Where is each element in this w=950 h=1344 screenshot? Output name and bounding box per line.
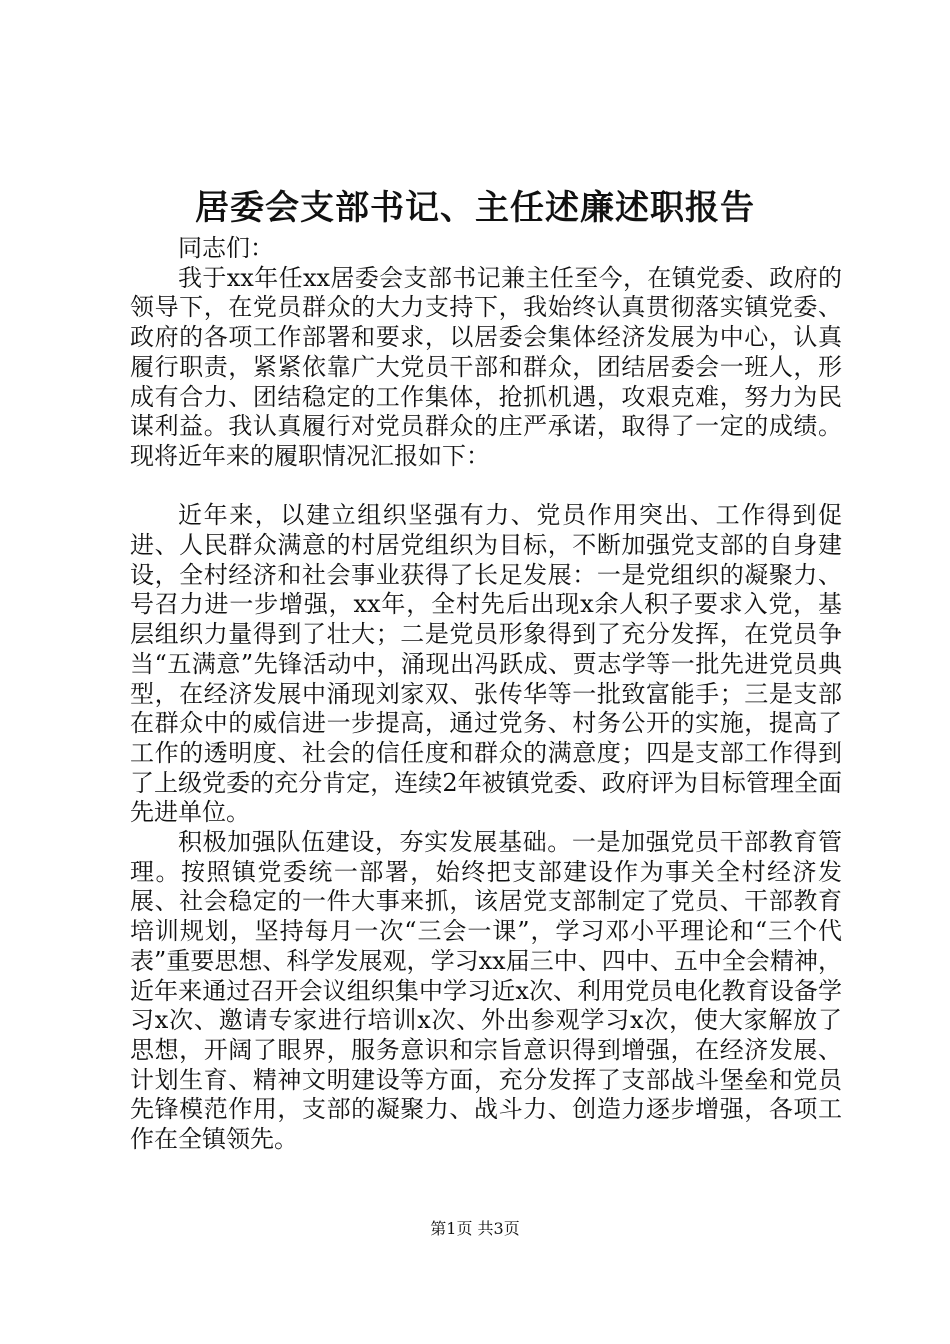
document-body (130, 234, 842, 1155)
paragraph-team-building: 积极加强队伍建设，夯实发展基础。一是加强党员干部教育管理。按照镇党委统一部署，始终把支部建设作为事关全村经济发展、社会稳定的一件大事来抓，该居党支部制定了党员、干部教育培训规划，坚持每月一次“三会一课”，学习邓小平理论和“三个代表”重要思想、科学发展观，学习xx届三中、四中、五中全会精神，近年来通过召开会议组织集中学习近x次、利用党员电化教育设备学习x次、邀请专家进行培训x次、外出参观学习x次，使大家解放了思想，开阔了眼界，服务意识和宗旨意识得到增强，在经济发展、计划生育、精神文明建设等方面，充分发挥了支部战斗堡垒和党员先锋模范作用，支部的凝聚力、战斗力、创造力逐步增强，各项工作在全镇领先。 (130, 828, 842, 1154)
page-footer: 第1页 共3页 (430, 1219, 520, 1238)
paragraph-intro: 我于xx年任xx居委会支部书记兼主任至今，在镇党委、政府的领导下，在党员群众的大力支持下，我始终认真贯彻落实镇党委、政府的各项工作部署和要求，以居委会集体经济发展为中心，认真履行职责，紧紧依靠广大党员干部和群众，团结居委会一班人，形成有合力、团结稳定的工作集体，抢抓机遇，攻艰克难，努力为民谋利益。我认真履行对党员群众的庄严承诺，取得了一定的成绩。现将近年来的履职情况汇报如下： (130, 263, 842, 470)
document-title: 居委会支部书记、主任述廉述职报告 (195, 188, 755, 228)
salutation: 同志们： (178, 234, 274, 262)
paragraph-achievements: 近年来，以建立组织坚强有力、党员作用突出、工作得到促进、人民群众满意的村居党组织为目标，不断加强党支部的自身建设，全村经济和社会事业获得了长足发展：一是党组织的凝聚力、号召力进一步增强，xx年，全村先后出现x余人积子要求入党，基层组织力量得到了壮大；二是党员形象得到了充分发挥，在党员争当“五满意”先锋活动中，涌现出冯跃成、贾志学等一批先进党员典型，在经济发展中涌现刘家双、张传华等一批致富能手；三是支部在群众中的威信进一步提高，通过党务、村务公开的实施，提高了工作的透明度、社会的信任度和群众的满意度；四是支部工作得到了上级党委的充分肯定，连续2年被镇党委、政府评为目标管理全面先进单位。 (130, 501, 842, 827)
